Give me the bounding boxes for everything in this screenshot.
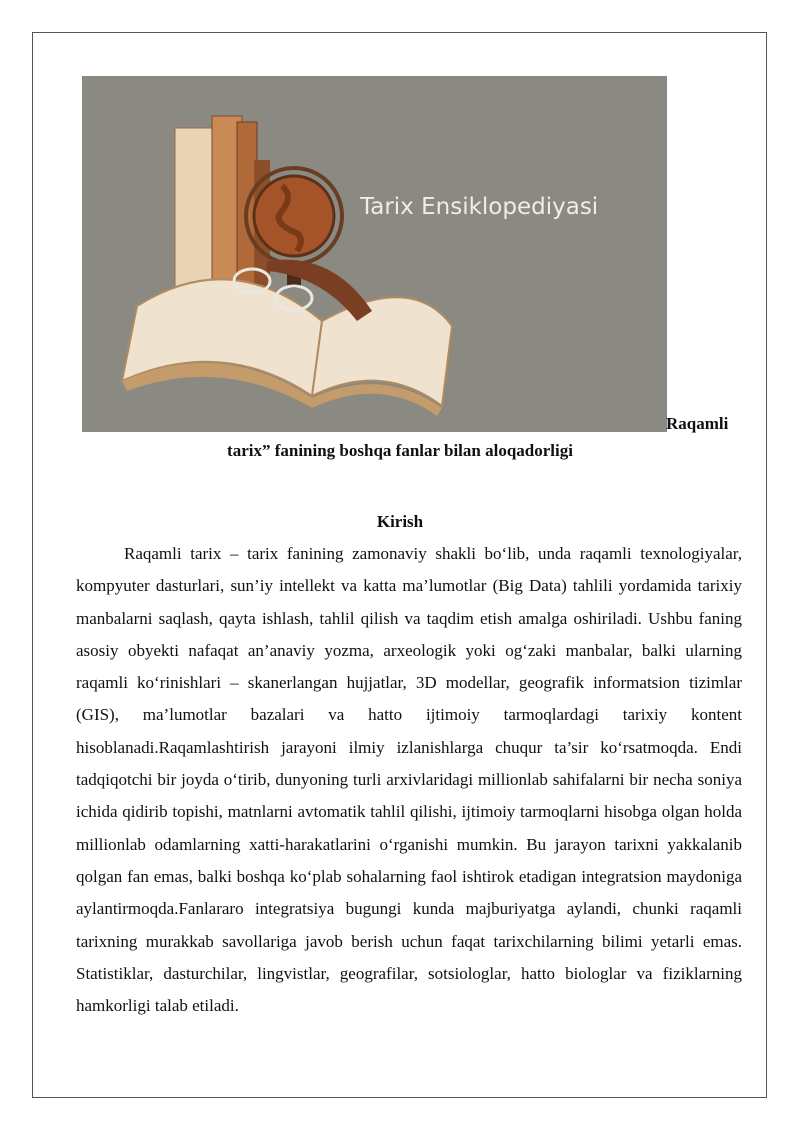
hero-caption: Tarix Ensiklopediyasi bbox=[360, 194, 599, 220]
title-part-2: tarix” fanining boshqa fanlar bilan aloqadorligi bbox=[227, 441, 573, 460]
body-paragraph: Raqamli tarix – tarix fanining zamonaviy shakli bo‘lib, unda raqamli texnologiyalar, kompyuter dasturlari, sun’iy intellekt va katta ma’lumotlar (Big Data) tahlili yordamida tarixiy manbalarni saqlash, qayta ishlash, tahlil qilish va taqdim etish amalga oshiriladi. Ushbu faning asosiy obyekti nafaqat an’anaviy yozma, arxeologik yoki og‘zaki manbalar, balki ularning raqamli ko‘rinishlari – skanerlangan hujjatlar, 3D modellar, geografik informatsion tizimlar (GIS), ma’lumotlar bazalari va hatto ijtimoiy tarmoqlardagi tarixiy kontent hisoblanadi.Raqamlashtirish jarayoni ilmiy izlanishlarga chuqur ta’sir ko‘rsatmoqda. Endi tadqiqotchi bir joyda o‘tirib, dunyoning turli arxivlaridagi millionlab sahifalarni bir necha soniya ichida qidirib topishi, matnlarni avtomatik tahlil qilishi, ijtimoiy tarmoqlarni hisobga olgan holda millionlab odamlarning xatti-harakatlarini o‘rganishi mumkin. Bu jarayon tarixni yakkalanib qolgan fan emas, balki boshqa ko‘plab sohalarning faol ishtirok etadigan integratsion maydoniga aylantirmoqda.Fanlararo integratsiya bugungi kunda majburiyatga aylandi, chunki raqamli tarixning murakkab savollariga javob berish uchun faqat tarixchilarning bilimi yetarli emas. Statistiklar, dasturchilar, lingvistlar, geografilar, sotsiologlar, hatto biologlar va fiziklarning hamkorligi talab etiladi. bbox=[76, 544, 742, 1016]
title-part-1: Raqamli bbox=[666, 414, 729, 433]
section-heading: Kirish bbox=[376, 512, 424, 531]
books-illustration bbox=[82, 76, 667, 432]
hero-image bbox=[82, 76, 667, 432]
